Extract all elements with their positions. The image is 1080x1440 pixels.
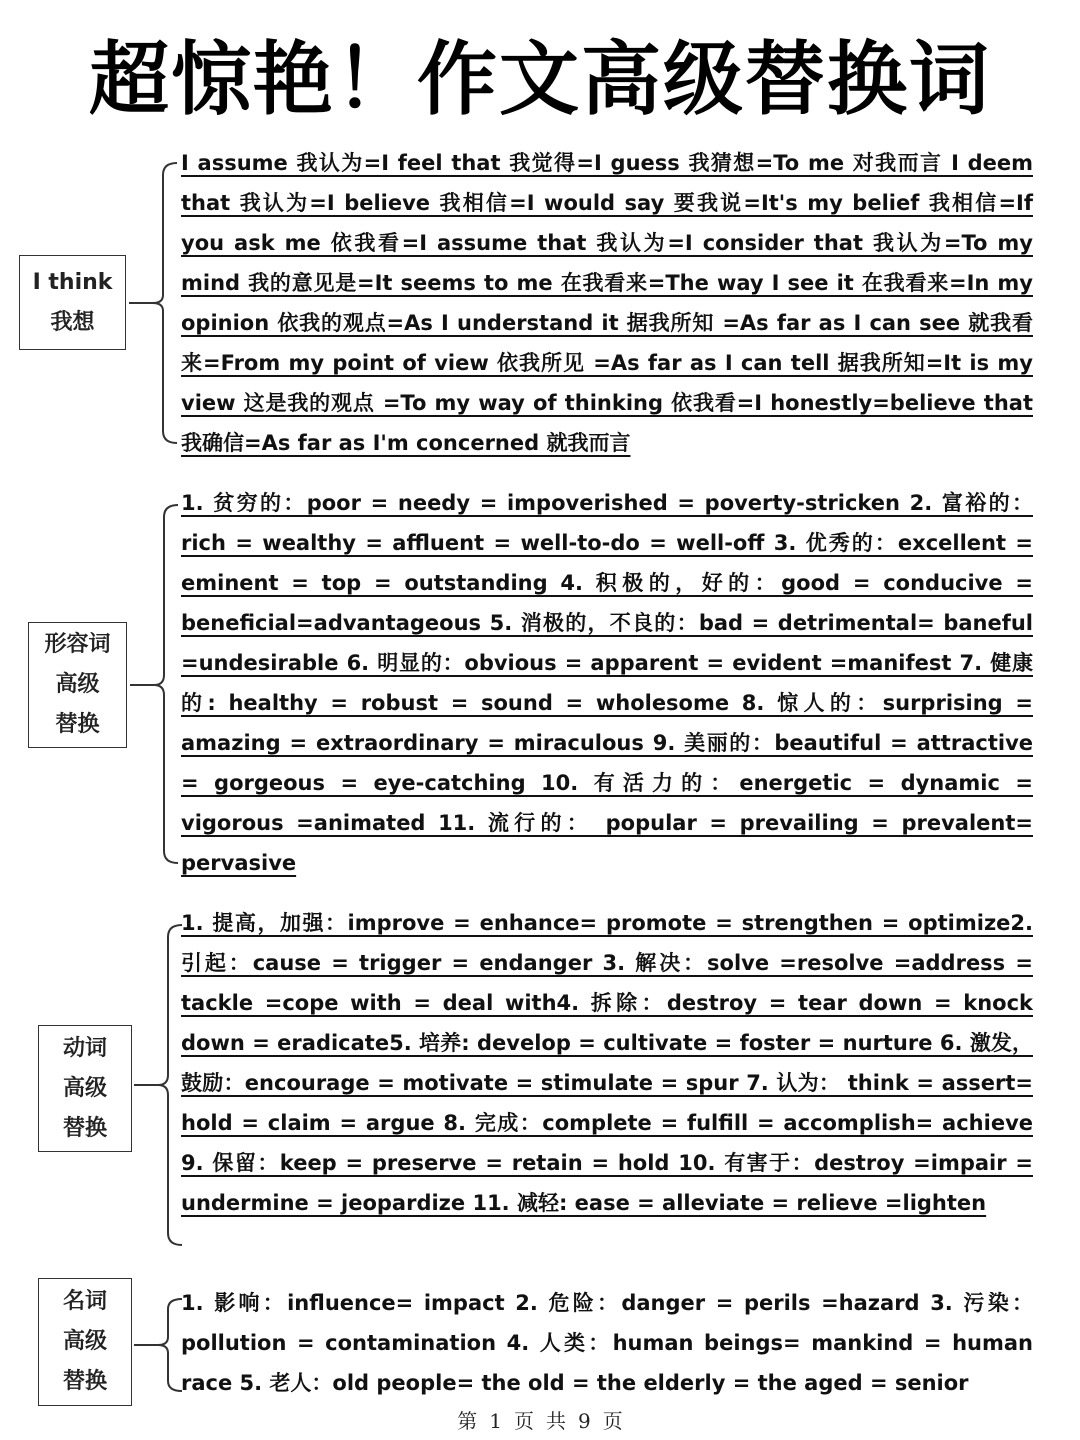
bracket-connector bbox=[126, 495, 186, 875]
label-line: I think bbox=[32, 269, 113, 295]
page-footer: 第 1 页 共 9 页 bbox=[457, 1409, 623, 1433]
label-line: 形容词 bbox=[44, 632, 111, 657]
label-line: 我想 bbox=[50, 309, 95, 335]
bracket-connector bbox=[125, 155, 185, 455]
label-line: 替换 bbox=[62, 1115, 107, 1141]
section-text-verbs: 1. 提高，加强：improve = enhance= promote = strengthen = optimize2. 引起：cause = trigger = endanger 3. 解决：solve =resolve =address = tackle =cope with = deal with4. 拆除：destroy = tear down = knock down = eradicate5. 培养: develop = cultivate = foster = nurture 6. 激发，鼓励：encourage = motivate = stimulate = spur 7. 认为： think = assert= hold = claim = argue 8. 完成：complete = fulfill = accomplish= achieve 9. 保留：keep = preserve = retain = hold 10. 有害于：destroy =impair = undermine = jeopardize 11. 减轻: ease = alleviate = relieve =lighten bbox=[181, 911, 1033, 1215]
total-pages: 9 bbox=[578, 1409, 591, 1433]
section-label-adjectives bbox=[28, 622, 127, 748]
section-label-i-think bbox=[19, 255, 126, 350]
section-label-nouns bbox=[38, 1278, 132, 1406]
page-title: 超惊艳！作文高级替换词 bbox=[89, 33, 991, 126]
label-line: 动词 bbox=[62, 1035, 107, 1061]
label-line: 高级 bbox=[62, 1329, 107, 1354]
section-text-adjectives: 1. 贫穷的：poor = needy = impoverished = poverty-stricken 2. 富裕的：rich = wealthy = affluent = well-to-do = well-off 3. 优秀的：excellent = eminent = top = outstanding 4. 积极的，好的：good = conducive = beneficial=advantageous 5. 消极的，不良的：bad = detrimental= baneful =undesirable 6. 明显的：obvious = apparent = evident =manifest 7. 健康的: healthy = robust = sound = wholesome 8. 惊人的：surprising = amazing = extraordinary = miraculous 9. 美丽的：beautiful = attractive = gorgeous = eye-catching 10. 有活力的：energetic = dynamic = vigorous =animated 11. 流行的： popular = prevailing = prevalent= pervasive bbox=[181, 491, 1033, 875]
label-line: 替换 bbox=[55, 712, 100, 737]
section-label-verbs bbox=[38, 1025, 132, 1152]
section-text-i-think: I assume 我认为=I feel that 我觉得=I guess 我猜想=To me 对我而言 I deem that 我认为=I believe 我相信=I would say 要我说=It's my belief 我相信=If you ask me 依我看=I assume that 我认为=I consider that 我认为=To my mind 我的意见是=It seems to me 在我看来=The way I see it 在我看来=In my opinion 依我的观点=As I understand it 据我所知 =As far as I can see 就我看来=From my point of view 依我所见 =As far as I can tell 据我所知=It is my view 这是我的观点 =To my way of thinking 依我看=I honestly=believe that 我确信=As far as I'm concerned 就我而言 bbox=[181, 151, 1033, 455]
section-text-nouns: 1. 影响：influence= impact 2. 危险：danger = perils =hazard 3. 污染：pollution = contamination 4. 人类：human beings= mankind = human race 5. 老人：old people= the old = the elderly = the aged = senior bbox=[181, 1291, 1033, 1395]
current-page: 1 bbox=[489, 1409, 502, 1433]
label-line: 名词 bbox=[62, 1289, 107, 1314]
label-line: 替换 bbox=[62, 1369, 107, 1394]
label-line: 高级 bbox=[62, 1075, 107, 1101]
label-line: 高级 bbox=[55, 672, 100, 697]
